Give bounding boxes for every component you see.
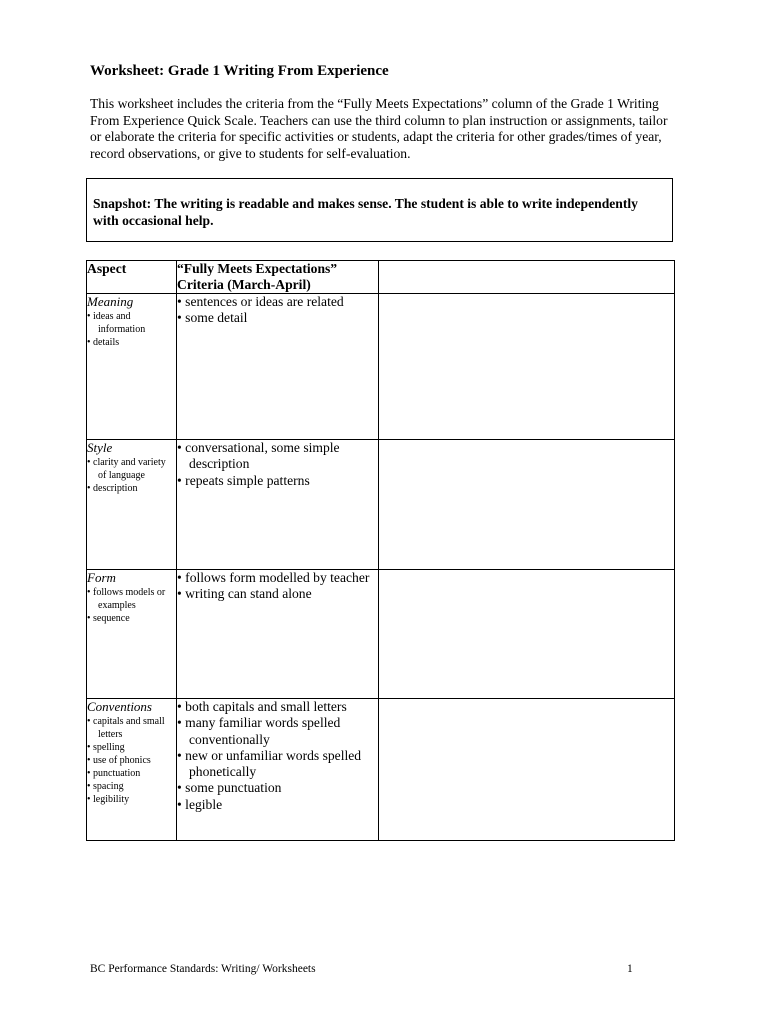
page-number: 1	[627, 963, 633, 975]
criteria-item: • many familiar words spelled conventionally	[177, 715, 378, 748]
aspect-sub-item: • follows models or examples	[87, 586, 176, 612]
aspect-cell	[87, 570, 177, 699]
aspect-sub-item: • details	[87, 336, 176, 349]
notes-header	[379, 261, 675, 294]
aspect-name: Form	[87, 570, 116, 585]
intro-paragraph: This worksheet includes the criteria from the “Fully Meets Expectations” column of the Grade 1 Writing From Experience Quick Scale. Teachers can use the third column to plan instruction or assignments, tailor or elaborate the criteria for specific activities or students, adapt the criteria for other grades/times of year, record observations, or give to students for self-evaluation.	[90, 96, 668, 161]
aspect-sub-list	[87, 715, 176, 806]
table-row	[87, 294, 675, 440]
aspect-sub-item: • legibility	[87, 793, 176, 806]
aspect-sub-list	[87, 456, 176, 495]
aspect-sub-item: • clarity and variety of language	[87, 456, 176, 482]
aspect-sub-item: • description	[87, 482, 176, 495]
table-row	[87, 570, 675, 699]
table-header-row	[87, 261, 675, 294]
criteria-list	[177, 294, 378, 327]
aspect-sub-item: • capitals and small letters	[87, 715, 176, 741]
criteria-list	[177, 699, 378, 813]
criteria-item: • both capitals and small letters	[177, 699, 378, 715]
criteria-cell	[177, 699, 379, 841]
aspect-cell	[87, 294, 177, 440]
criteria-cell	[177, 570, 379, 699]
aspect-name: Conventions	[87, 699, 152, 714]
criteria-item: • repeats simple patterns	[177, 473, 378, 489]
criteria-item: • new or unfamiliar words spelled phonetically	[177, 748, 378, 781]
criteria-item: • writing can stand alone	[177, 586, 378, 602]
notes-cell[interactable]	[379, 294, 675, 440]
criteria-list	[177, 570, 378, 603]
table-row	[87, 440, 675, 570]
aspect-sub-item: • use of phonics	[87, 754, 176, 767]
aspect-sub-item: • punctuation	[87, 767, 176, 780]
table-row	[87, 699, 675, 841]
criteria-header: “Fully Meets Expectations” Criteria (March-April)	[177, 261, 379, 294]
aspect-sub-list	[87, 586, 176, 625]
notes-cell[interactable]	[379, 440, 675, 570]
notes-cell[interactable]	[379, 699, 675, 841]
aspect-sub-item: • spelling	[87, 741, 176, 754]
criteria-item: • some detail	[177, 310, 378, 326]
page-title: Worksheet: Grade 1 Writing From Experience	[90, 63, 389, 79]
criteria-list	[177, 440, 378, 489]
snapshot-box: Snapshot: The writing is readable and makes sense. The student is able to write independently with occasional help.	[86, 178, 673, 242]
aspect-cell	[87, 440, 177, 570]
criteria-item: • follows form modelled by teacher	[177, 570, 378, 586]
criteria-cell	[177, 440, 379, 570]
criteria-cell	[177, 294, 379, 440]
footer-source: BC Performance Standards: Writing/ Worksheets	[90, 963, 316, 975]
aspect-name: Style	[87, 440, 113, 455]
criteria-item: • conversational, some simple description	[177, 440, 378, 473]
aspect-header: Aspect	[87, 261, 177, 294]
aspect-sub-item: • spacing	[87, 780, 176, 793]
aspect-sub-item: • sequence	[87, 612, 176, 625]
notes-cell[interactable]	[379, 570, 675, 699]
aspect-sub-item: • ideas and information	[87, 310, 176, 336]
criteria-table	[86, 260, 675, 841]
aspect-cell	[87, 699, 177, 841]
criteria-item: • some punctuation	[177, 780, 378, 796]
criteria-item: • sentences or ideas are related	[177, 294, 378, 310]
aspect-name: Meaning	[87, 294, 134, 309]
aspect-sub-list	[87, 310, 176, 349]
criteria-item: • legible	[177, 797, 378, 813]
